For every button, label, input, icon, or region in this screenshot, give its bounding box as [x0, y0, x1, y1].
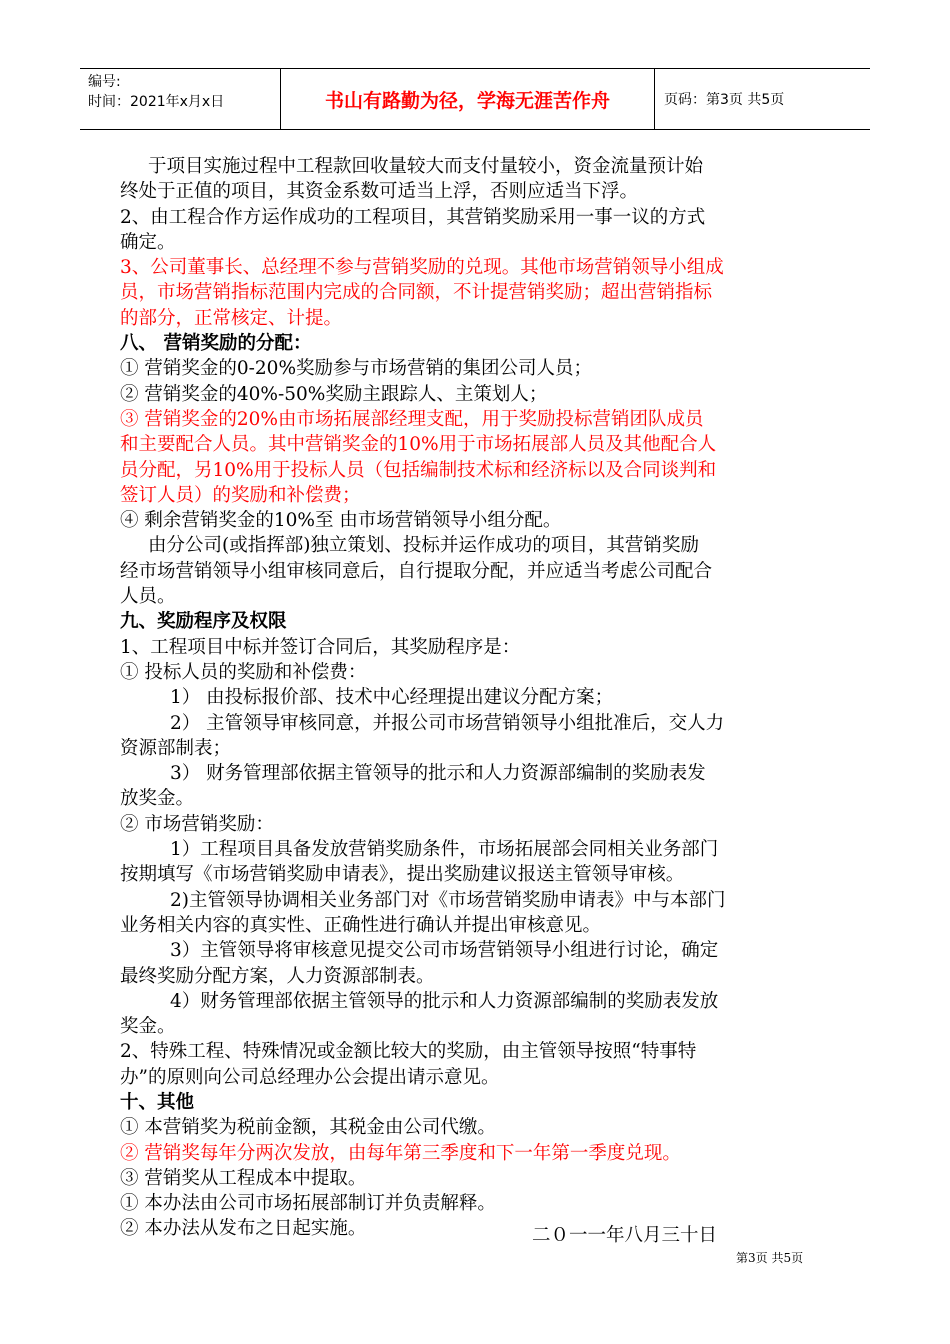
body-line: 3） 财务管理部依据主管领导的批示和人力资源部编制的奖励表发: [170, 763, 706, 785]
header-divider: [654, 69, 655, 129]
body-line: 资源部制表；: [120, 737, 232, 759]
body-line: 2)主管领导协调相关业务部门对《市场营销奖励申请表》中与本部门: [170, 889, 726, 911]
body-line: ③ 营销奖金的20%由市场拓展部经理支配，用于奖励投标营销团队成员: [120, 408, 704, 430]
body-line: 2） 主管领导审核同意，并报公司市场营销领导小组批准后，交人力: [170, 712, 725, 734]
section-heading: 九、奖励程序及权限: [120, 611, 287, 633]
body-line: ④ 剩余营销奖金的10%至 由市场营销领导小组分配。: [120, 510, 562, 532]
body-line: 和主要配合人员。其中营销奖金的10%用于市场拓展部人员及其他配合人: [120, 434, 717, 456]
body-line: ① 本营销奖为税前金额，其税金由公司代缴。: [120, 1117, 496, 1139]
header-meta: [88, 72, 283, 112]
body-line: 最终奖励分配方案，人力资源部制表。: [120, 965, 435, 987]
body-line: ① 本办法由公司市场拓展部制订并负责解释。: [120, 1193, 496, 1215]
body-line: 4）财务管理部依据主管领导的批示和人力资源部编制的奖励表发放: [170, 990, 719, 1012]
body-line: 业务相关内容的真实性、正确性进行确认并提出审核意见。: [120, 914, 602, 936]
body-line: 由分公司(或指挥部)独立策划、投标并运作成功的项目，其营销奖励: [148, 535, 699, 557]
body-line: 员，市场营销指标范围内完成的合同额，不计提营销奖励；超出营销指标: [120, 282, 713, 304]
body-line: 1）工程项目具备发放营销奖励条件，市场拓展部会同相关业务部门: [170, 839, 719, 861]
body-line: 办”的原则向公司总经理办公会提出请示意见。: [120, 1066, 500, 1088]
body-line: 终处于正值的项目，其资金系数可适当上浮，否则应适当下浮。: [120, 181, 639, 203]
body-line: 按期填写《市场营销奖励申请表》，提出奖励建议报送主管领导审核。: [120, 864, 685, 886]
header-motto: 书山有路勤为径，学海无涯苦作舟: [324, 89, 610, 112]
doc-code-label: 编号:: [88, 74, 121, 90]
body-line: 2、由工程合作方运作成功的工程项目，其营销奖励采用一事一议的方式: [120, 206, 706, 228]
document-date: 二０一一年八月三十日: [532, 1225, 718, 1246]
body-line: 1、工程项目中标并签订合同后，其奖励程序是：: [120, 636, 521, 658]
body-line: 签订人员）的奖励和补偿费；: [120, 484, 361, 506]
body-line: 于项目实施过程中工程款回收量较大而支付量较小，资金流量预计始: [148, 156, 704, 177]
body-line: 1） 由投标报价部、技术中心经理提出建议分配方案；: [170, 687, 614, 709]
body-line: ① 营销奖金的0-20%奖励参与市场营销的集团公司人员；: [120, 358, 593, 380]
body-line: 3、公司董事长、总经理不参与营销奖励的兑现。其他市场营销领导小组成: [120, 257, 724, 279]
body-line: 经市场营销领导小组审核同意后，自行提取分配，并应适当考虑公司配合: [120, 560, 713, 582]
page-header: [80, 68, 870, 130]
body-line: 3）主管领导将审核意见提交公司市场营销领导小组进行讨论，确定: [170, 940, 719, 962]
section-heading: 十、其他: [120, 1091, 195, 1113]
body-line: 2、特殊工程、特殊情况或金额比较大的奖励，由主管领导按照“特事特: [120, 1041, 697, 1063]
body-line: ② 本办法从发布之日起实施。: [120, 1218, 367, 1240]
header-page-number: 页码：第3页 共5页: [664, 92, 785, 108]
body-line: 奖金。: [120, 1016, 176, 1038]
doc-time-label: 时间：2021年x月x日: [88, 94, 225, 110]
section-heading: 八、 营销奖励的分配：: [120, 333, 312, 355]
body-line: ② 营销奖每年分两次发放，由每年第三季度和下一年第一季度兑现。: [120, 1142, 681, 1164]
body-line: 的部分，正常核定、计提。: [120, 307, 343, 329]
body-line: ② 市场营销奖励：: [120, 813, 274, 835]
body-line: 员分配，另10%用于投标人员（包括编制技术标和经济标以及合同谈判和: [120, 459, 717, 481]
body-line: ② 营销奖金的40%-50%奖励主跟踪人、主策划人；: [120, 383, 548, 405]
body-line: ① 投标人员的奖励和补偿费：: [120, 661, 367, 683]
body-line: 人员。: [120, 586, 176, 608]
body-line: 放奖金。: [120, 788, 195, 810]
footer-page-number: 第3页 共5页: [736, 1251, 804, 1265]
body-line: ③ 营销奖从工程成本中提取。: [120, 1167, 367, 1189]
document-body: [120, 154, 832, 1242]
body-line: 确定。: [120, 231, 176, 253]
